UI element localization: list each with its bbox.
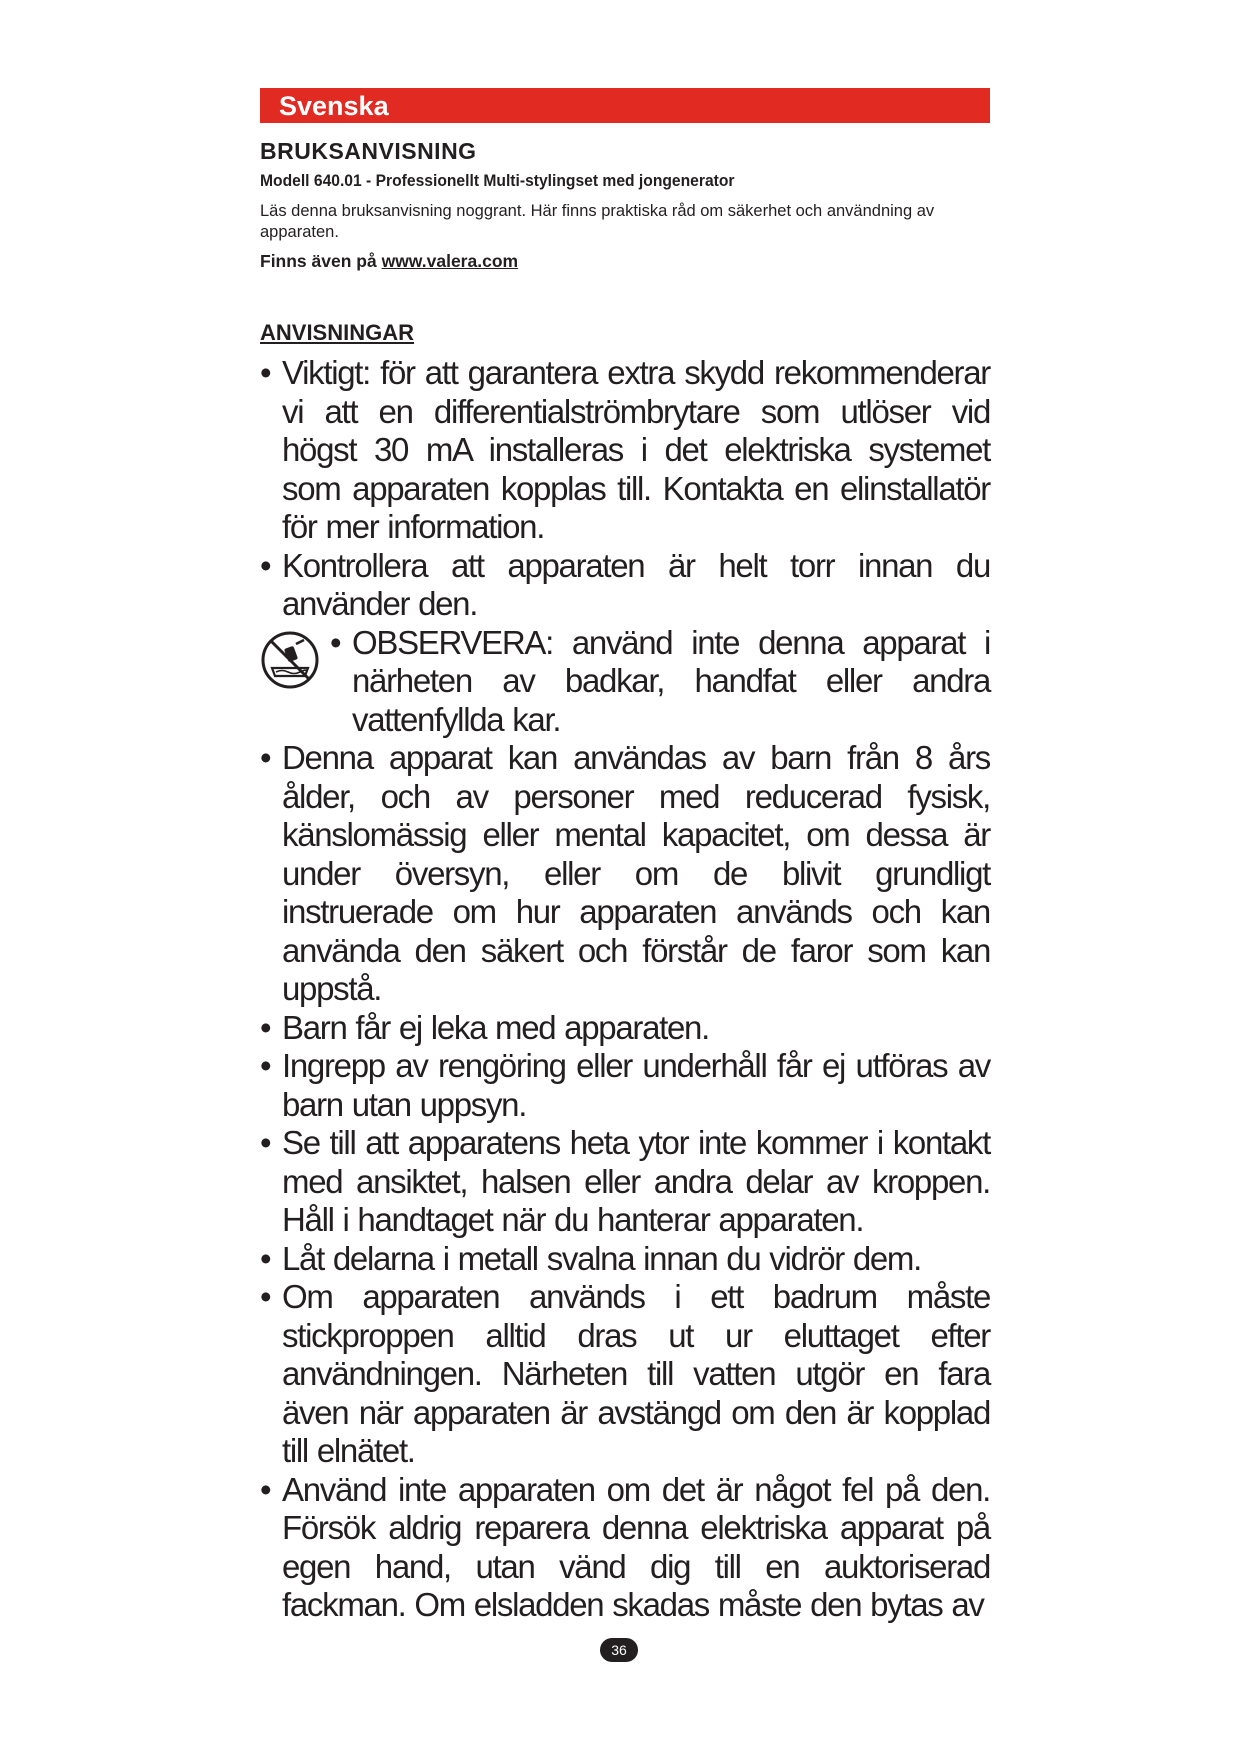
page-number: 36 xyxy=(600,1638,638,1662)
language-bar xyxy=(260,88,990,123)
section-heading: ANVISNINGAR xyxy=(260,320,415,345)
language-label: Svenska xyxy=(279,91,389,121)
instruction-item: • Se till att apparatens heta ytor inte kommer i kontakt med ansiktet, halsen eller andra delar av kroppen. Håll i handtaget när du hanterar apparaten. xyxy=(260,1124,990,1240)
instruction-item: • Kontrollera att apparaten är helt torr innan du använder den. xyxy=(260,547,990,624)
document-title: BRUKSANVISNING xyxy=(260,138,477,164)
warning-text: OBSERVERA: använd inte denna apparat i närheten av badkar, handfat eller andra vattenfyllda kar. xyxy=(352,623,990,738)
website-prefix: Finns även på xyxy=(260,251,377,271)
no-water-icon xyxy=(260,630,320,690)
instruction-item: • Låt delarna i metall svalna innan du vidrör dem. xyxy=(260,1240,990,1279)
warning-item xyxy=(260,624,990,740)
instruction-item: • Viktigt: för att garantera extra skydd rekommenderar vi att en differentialströmbrytare som utlöser vid högst 30 mA installeras i det elektriska systemet som apparaten kopplas till. Kontakta en elinstallatör för mer information. xyxy=(260,354,990,547)
model-name: Modell 640.01 - Professionellt Multi-stylingset med jongenerator xyxy=(260,171,735,190)
instruction-item: • Använd inte apparaten om det är något fel på den. Försök aldrig reparera denna elektriska apparat på egen hand, utan vänd dig till en auktoriserad fackman. Om elsladden skadas måste den bytas av xyxy=(260,1471,990,1625)
instruction-list xyxy=(260,354,990,1625)
instruction-item: • Ingrepp av rengöring eller underhåll får ej utföras av barn utan uppsyn. xyxy=(260,1047,990,1124)
manual-page xyxy=(260,0,990,1754)
website-link[interactable]: www.valera.com xyxy=(381,251,519,271)
instruction-item: • Barn får ej leka med apparaten. xyxy=(260,1009,990,1048)
intro-text: Läs denna bruksanvisning noggrant. Här finns praktiska råd om säkerhet och användning av apparaten. xyxy=(260,202,935,241)
instruction-item: • Denna apparat kan användas av barn från 8 års ålder, och av personer med reducerad fysisk, känslomässig eller mental kapacitet, om dessa är under översyn, eller om de blivit grundligt instruerade om hur apparaten används och kan använda den säkert och förstår de faror som kan uppstå. xyxy=(260,739,990,1009)
instruction-item: • Om apparaten används i ett badrum måste stickproppen alltid dras ut ur eluttaget efter användningen. Närheten till vatten utgör en fara även när apparaten är avstängd om den är kopplad till elnätet. xyxy=(260,1278,990,1471)
website-line xyxy=(260,250,518,272)
